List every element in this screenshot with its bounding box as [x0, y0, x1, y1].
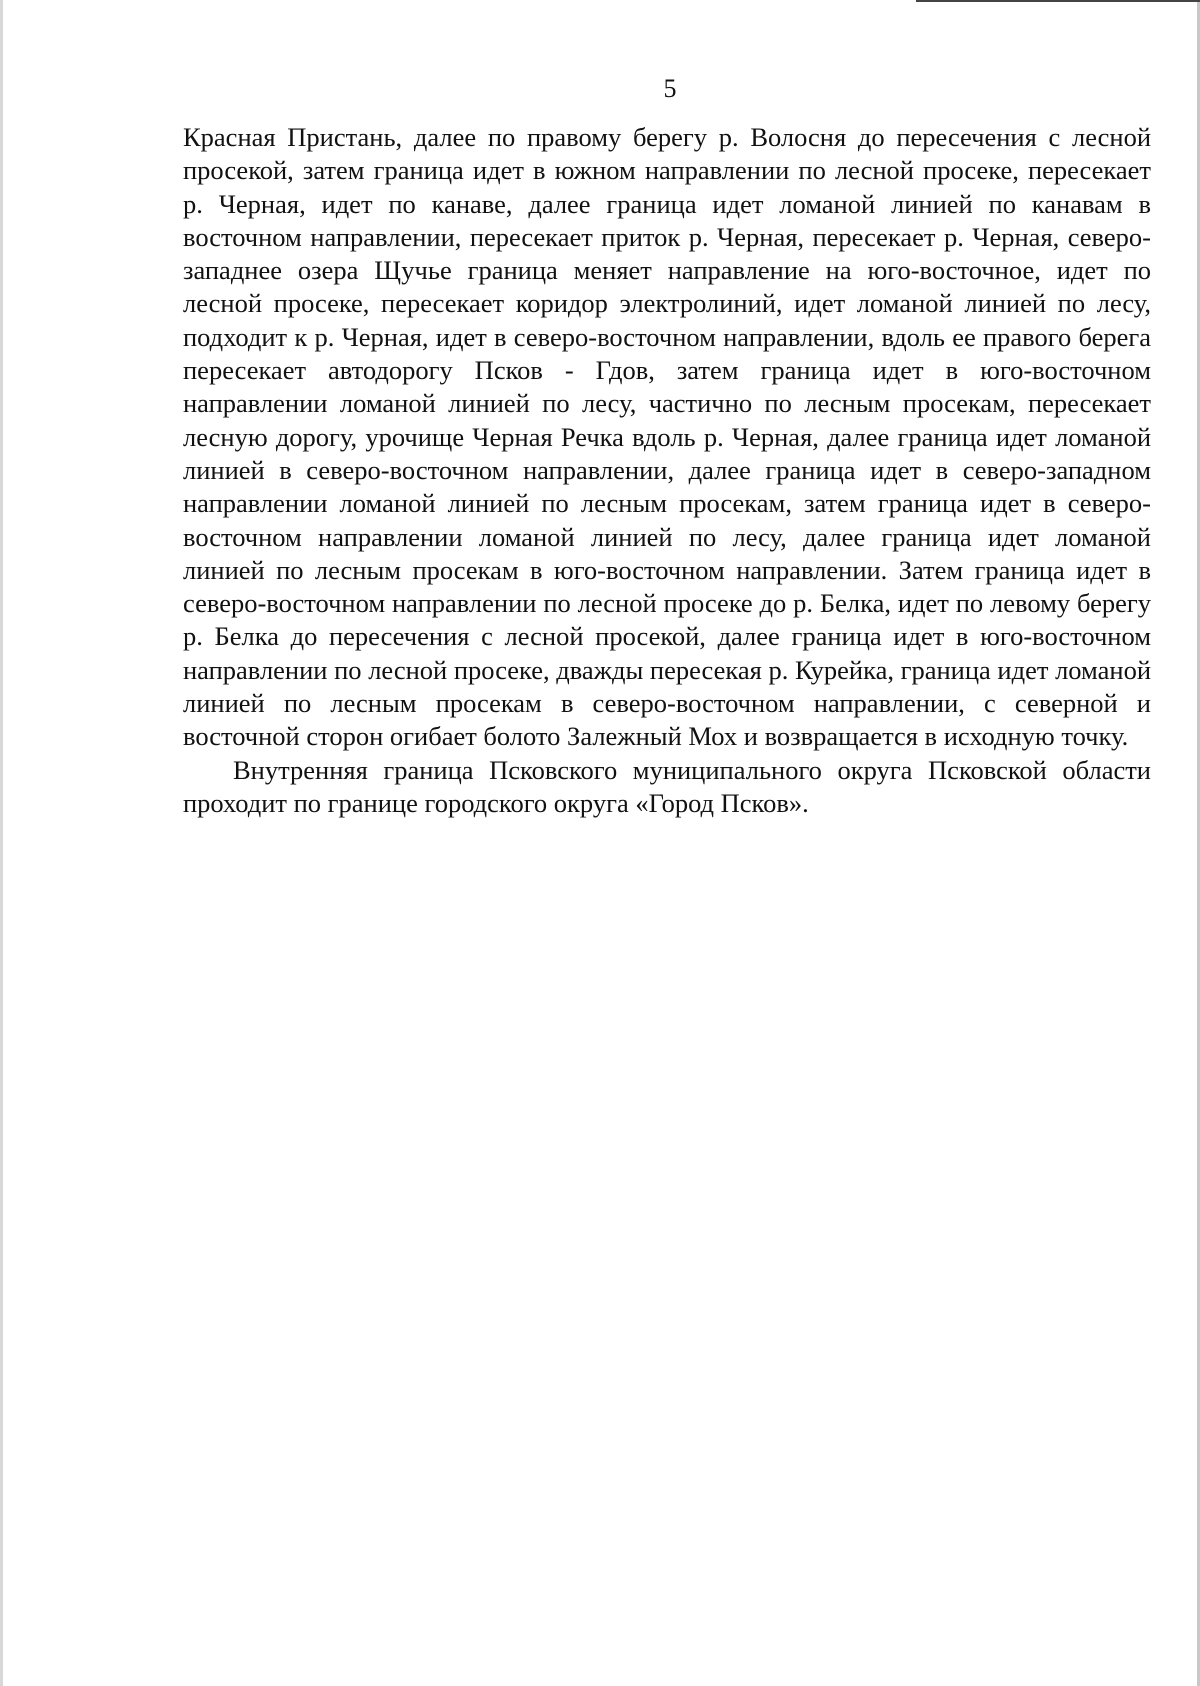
paragraph-inner-boundary: Внутренняя граница Псковского муниципального округа Псковской области проходит по границе городского округа «Город Псков».: [183, 754, 1151, 818]
paragraph-boundary-description: Красная Пристань, далее по правому берегу р. Волосня до пересечения с лесной просекой, затем граница идет в южном направлении по лесной просеке, пересекает р. Черная, идет по канаве, далее граница идет ломаной линией по канавам в восточном направлении, пересекает приток р. Черная, пересекает р. Черная, северо-западнее озера Щучье граница меняет направление на юго-восточное, идет по лесной просеке, пересекает коридор электролиний, идет ломаной линией по лесу, подходит к р. Черная, идет в северо-восточном направлении, вдоль ее правого берега пересекает автодорогу Псков - Гдов, затем граница идет в юго-восточном направлении ломаной линией по лесу, частично по лесным просекам, пересекает лесную дорогу, урочище Черная Речка вдоль р. Черная, далее граница идет ломаной линией в северо-восточном направлении, далее граница идет в северо-западном направлении ломаной линией по лесным просекам, затем граница идет в северо-восточном направлении ломаной линией по лесу, далее граница идет ломаной линией по лесным просекам в юго-восточном направлении. Затем граница идет в северо-восточном направлении по лесной просеке до р. Белка, идет по левому берегу р. Белка до пересечения с лесной просекой, далее граница идет в юго-восточном направлении по лесной просеке, дважды пересекая р. Курейка, граница идет ломаной линией по лесным просекам в северо-восточном направлении, с северной и восточной сторон огибает болото Залежный Мох и возвращается в исходную точку.: [183, 122, 1151, 752]
document-body: [183, 121, 1151, 820]
scan-edge-left: [0, 0, 3, 1686]
top-rule: [916, 0, 1200, 2]
page-number: 5: [663, 74, 677, 103]
